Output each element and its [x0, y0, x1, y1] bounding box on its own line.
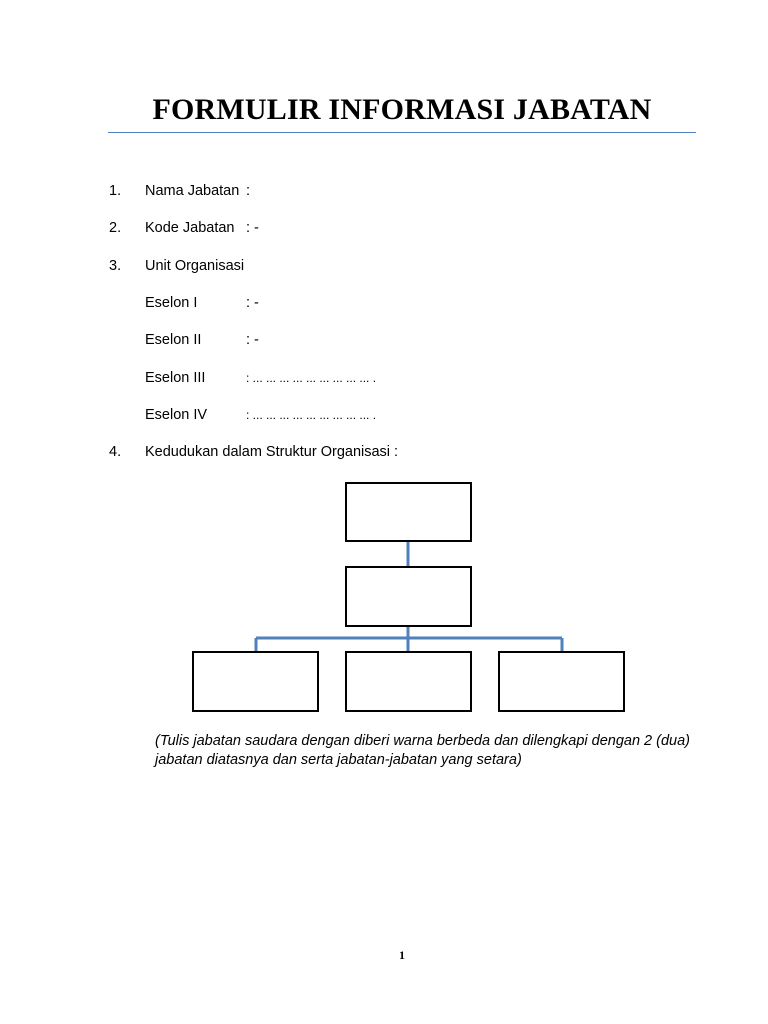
- item-number-2: 2.: [109, 220, 122, 236]
- page-title: FORMULIR INFORMASI JABATAN: [152, 93, 652, 126]
- item-number-4: 4.: [109, 444, 122, 460]
- eselon-label-4: Eselon IV: [145, 407, 208, 423]
- eselon-label-1: Eselon I: [145, 295, 198, 311]
- item-number-1: 1.: [109, 183, 122, 199]
- item-label-unit-organisasi: Unit Organisasi: [145, 258, 245, 274]
- item-label-nama-jabatan: Nama Jabatan: [145, 183, 240, 199]
- eselon-value-1: : -: [246, 295, 259, 311]
- instruction-note: (Tulis jabatan saudara dengan diberi warna berbeda dan dilengkapi dengan 2 (dua) jabatan diatasnya dan serta jabatan-jabatan yang setara): [155, 733, 690, 768]
- org-box-bottom-left: [193, 652, 318, 711]
- item-value-nama-jabatan: :: [246, 183, 251, 199]
- org-box-bottom-right: [499, 652, 624, 711]
- eselon-value-4: : ... ... ... ... ... ... ... ... ... .: [246, 408, 377, 422]
- item-value-kode-jabatan: : -: [246, 220, 259, 236]
- item-label-kode-jabatan: Kode Jabatan: [145, 220, 235, 236]
- org-box-middle: [346, 567, 471, 626]
- org-box-top: [346, 483, 471, 541]
- item-number-3: 3.: [109, 258, 122, 274]
- eselon-value-2: : -: [246, 332, 259, 348]
- page-number: 1: [399, 948, 405, 962]
- eselon-value-3: : ... ... ... ... ... ... ... ... ... .: [246, 371, 377, 385]
- eselon-label-3: Eselon III: [145, 370, 206, 386]
- item-label-kedudukan: Kedudukan dalam Struktur Organisasi :: [145, 444, 399, 460]
- eselon-label-2: Eselon II: [145, 332, 202, 348]
- org-box-bottom-center: [346, 652, 471, 711]
